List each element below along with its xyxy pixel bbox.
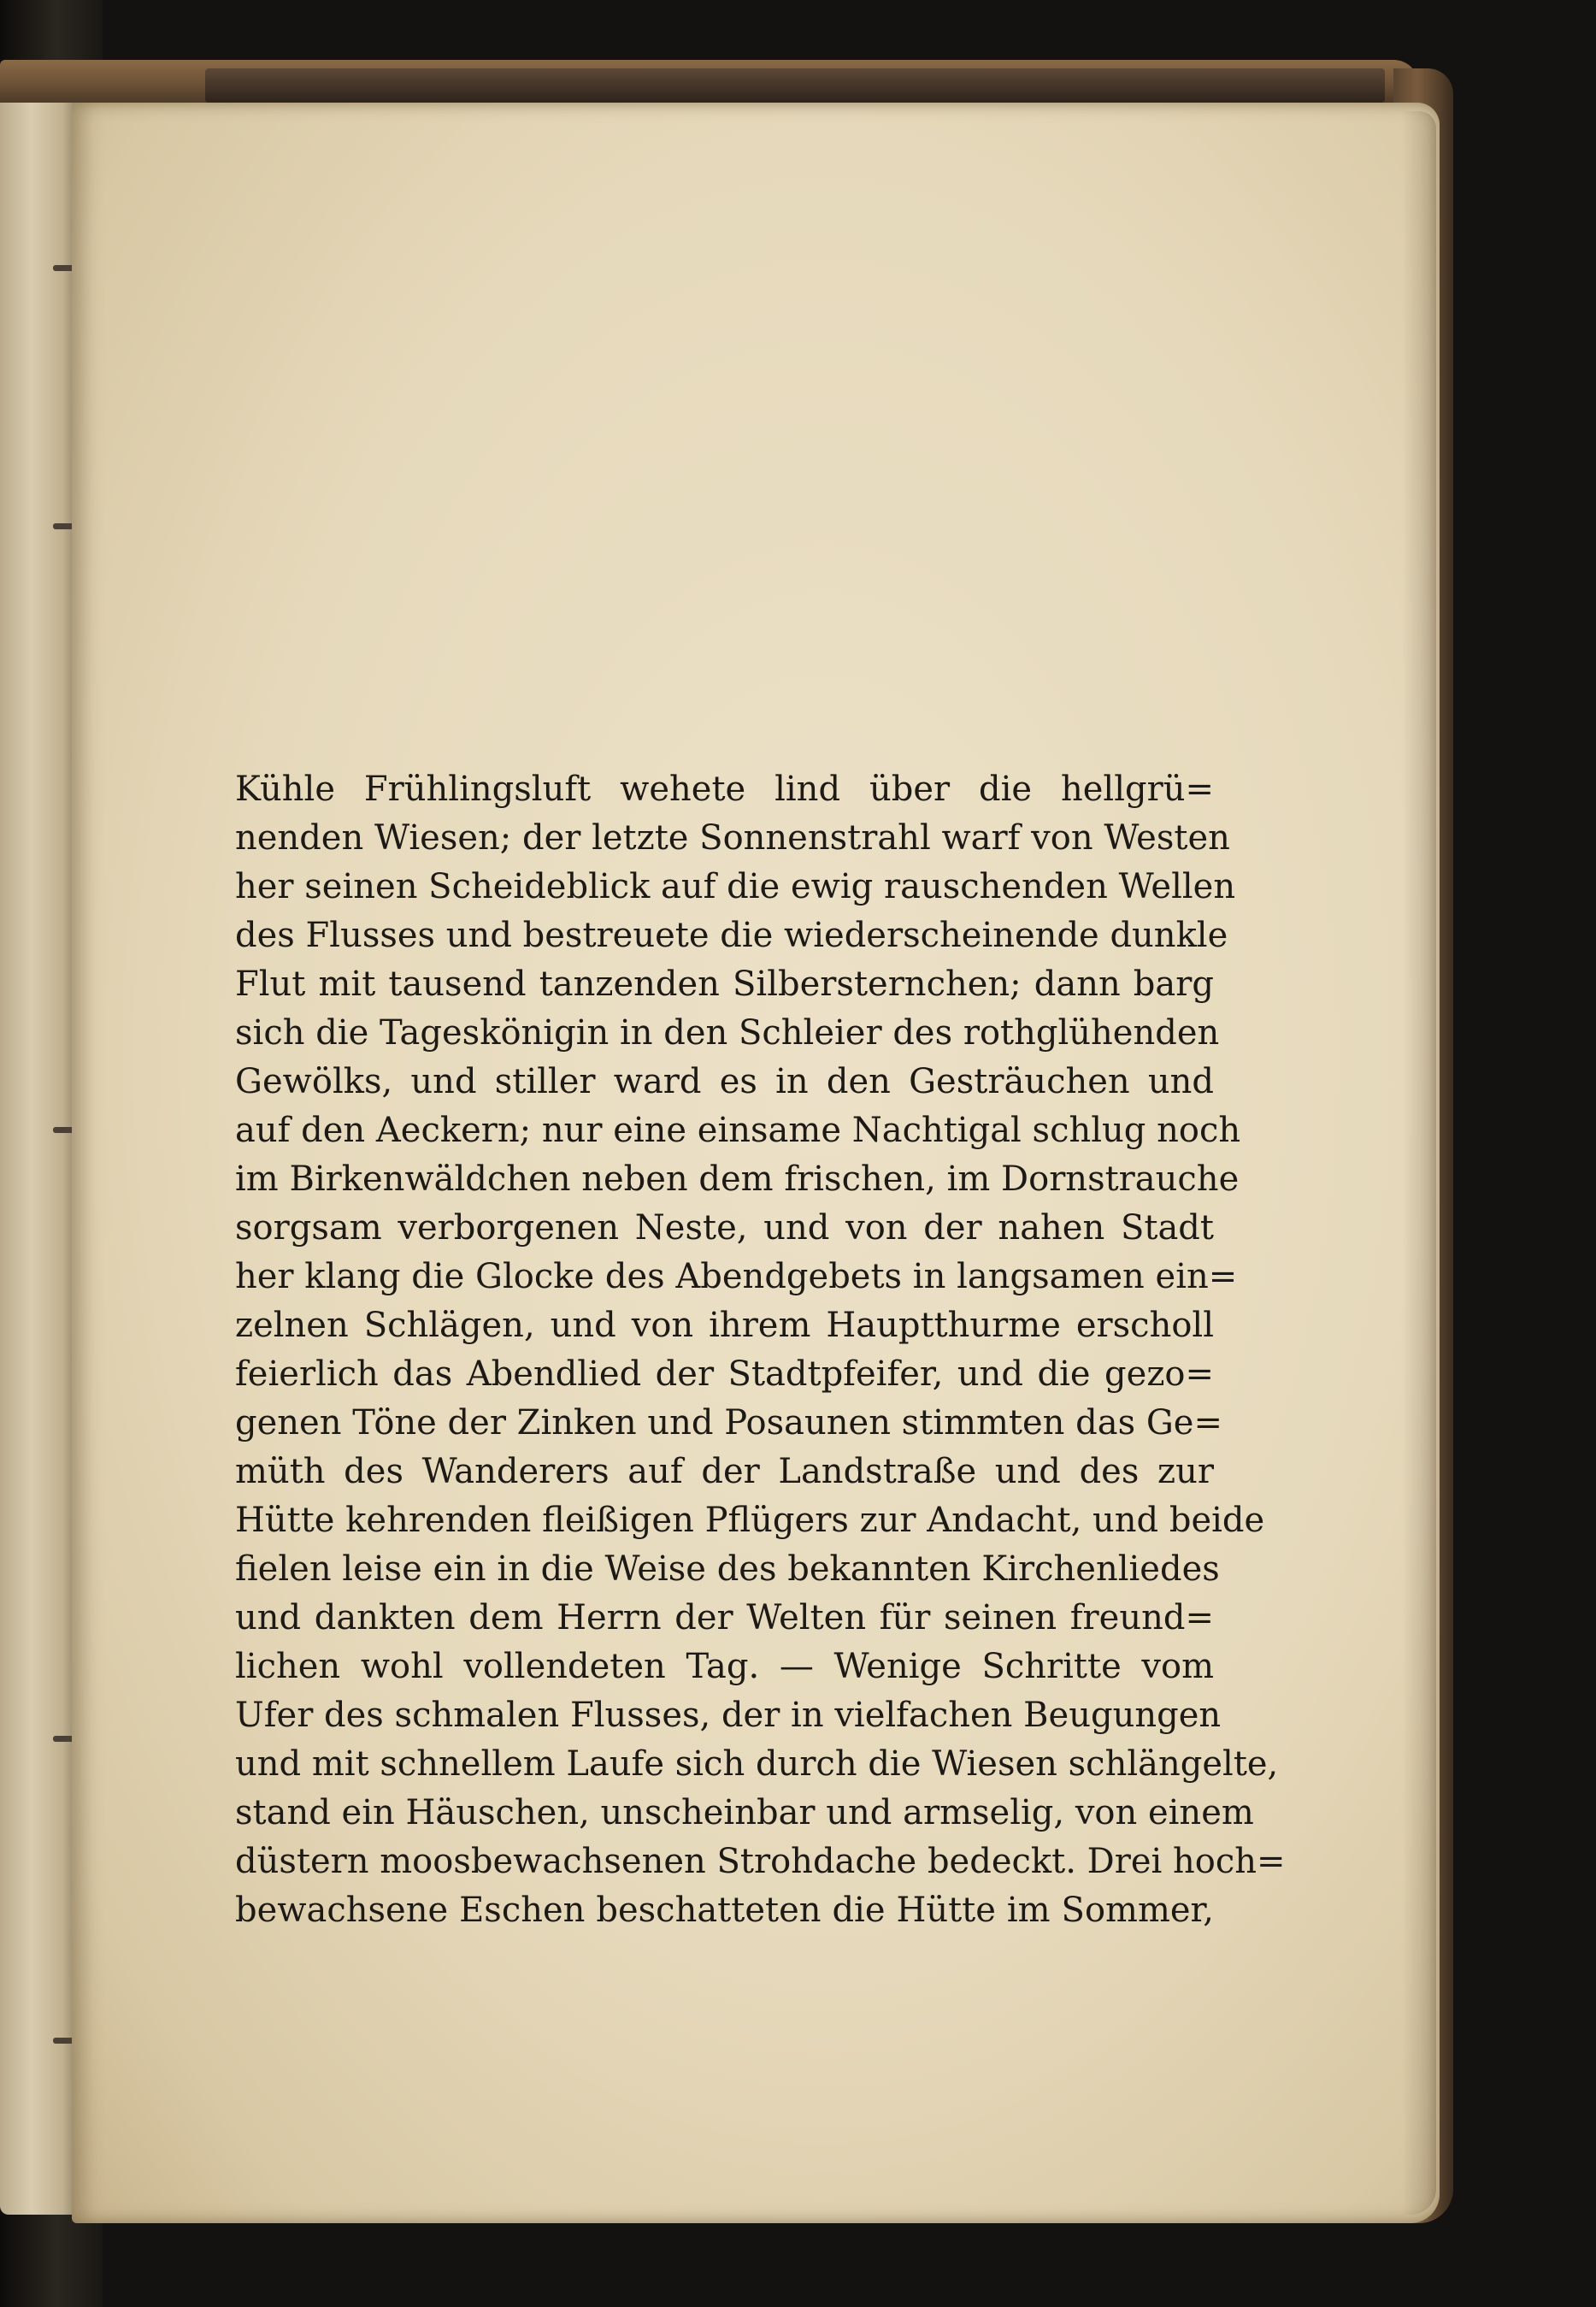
text-line: fielen leise ein in die Weise des bekannten Kirchenliedes <box>235 1549 1220 1589</box>
text-line: feierlich das Abendlied der Stadtpfeifer, und die gezo= <box>235 1354 1214 1394</box>
text-line: bewachsene Eschen beschatteten die Hütte im Sommer, <box>235 1891 1214 1930</box>
text-line: genen Töne der Zinken und Posaunen stimmten das Ge= <box>235 1403 1222 1443</box>
text-line: sorgsam verborgenen Neste, und von der nahen Stadt <box>235 1208 1214 1248</box>
text-line: her klang die Glocke des Abendgebets in langsamen ein= <box>235 1257 1238 1296</box>
text-line: und dankten dem Herrn der Welten für seinen freund= <box>235 1598 1214 1637</box>
text-line: im Birkenwäldchen neben dem frischen, im Dornstrauche <box>235 1159 1240 1199</box>
text-line: Hütte kehrenden fleißigen Pflügers zur Andacht, und beide <box>235 1501 1265 1540</box>
text-line: stand ein Häuschen, unscheinbar und armselig, von einem <box>235 1793 1254 1832</box>
text-line: und mit schnellem Laufe sich durch die Wiesen schlängelte, <box>235 1744 1279 1784</box>
text-line: sich die Tageskönigin in den Schleier des rothglühenden <box>235 1013 1220 1053</box>
text-line: Flut mit tausend tanzenden Silbersternchen; dann barg <box>235 965 1214 1004</box>
text-line: müth des Wanderers auf der Landstraße und des zur <box>235 1452 1214 1491</box>
text-line: zelnen Schlägen, und von ihrem Hauptthurme erscholl <box>235 1306 1214 1345</box>
text-line: her seinen Scheideblick auf die ewig rauschenden Wellen <box>235 867 1236 906</box>
left-page-edge <box>0 103 79 2215</box>
text-line: des Flusses und bestreuete die wiederscheinende dunkle <box>235 916 1228 955</box>
page-body-text <box>235 765 1286 1935</box>
text-line: düstern moosbewachsenen Strohdache bedeckt. Drei hoch= <box>235 1842 1286 1881</box>
text-line: Kühle Frühlingsluft wehete lind über die hellgrü= <box>235 770 1214 809</box>
text-line: nenden Wiesen; der letzte Sonnenstrahl warf von Westen <box>235 818 1230 858</box>
text-line: auf den Aeckern; nur eine einsame Nachtigal schlug noch <box>235 1111 1241 1150</box>
text-line: lichen wohl vollendeten Tag. — Wenige Schritte vom <box>235 1647 1214 1686</box>
leather-binding-strip <box>205 68 1385 103</box>
text-line: Gewölks, und stiller ward es in den Gesträuchen und <box>235 1062 1214 1101</box>
page-edge-shading <box>1402 111 1436 2215</box>
text-line: Ufer des schmalen Flusses, der in vielfachen Beugungen <box>235 1696 1222 1735</box>
